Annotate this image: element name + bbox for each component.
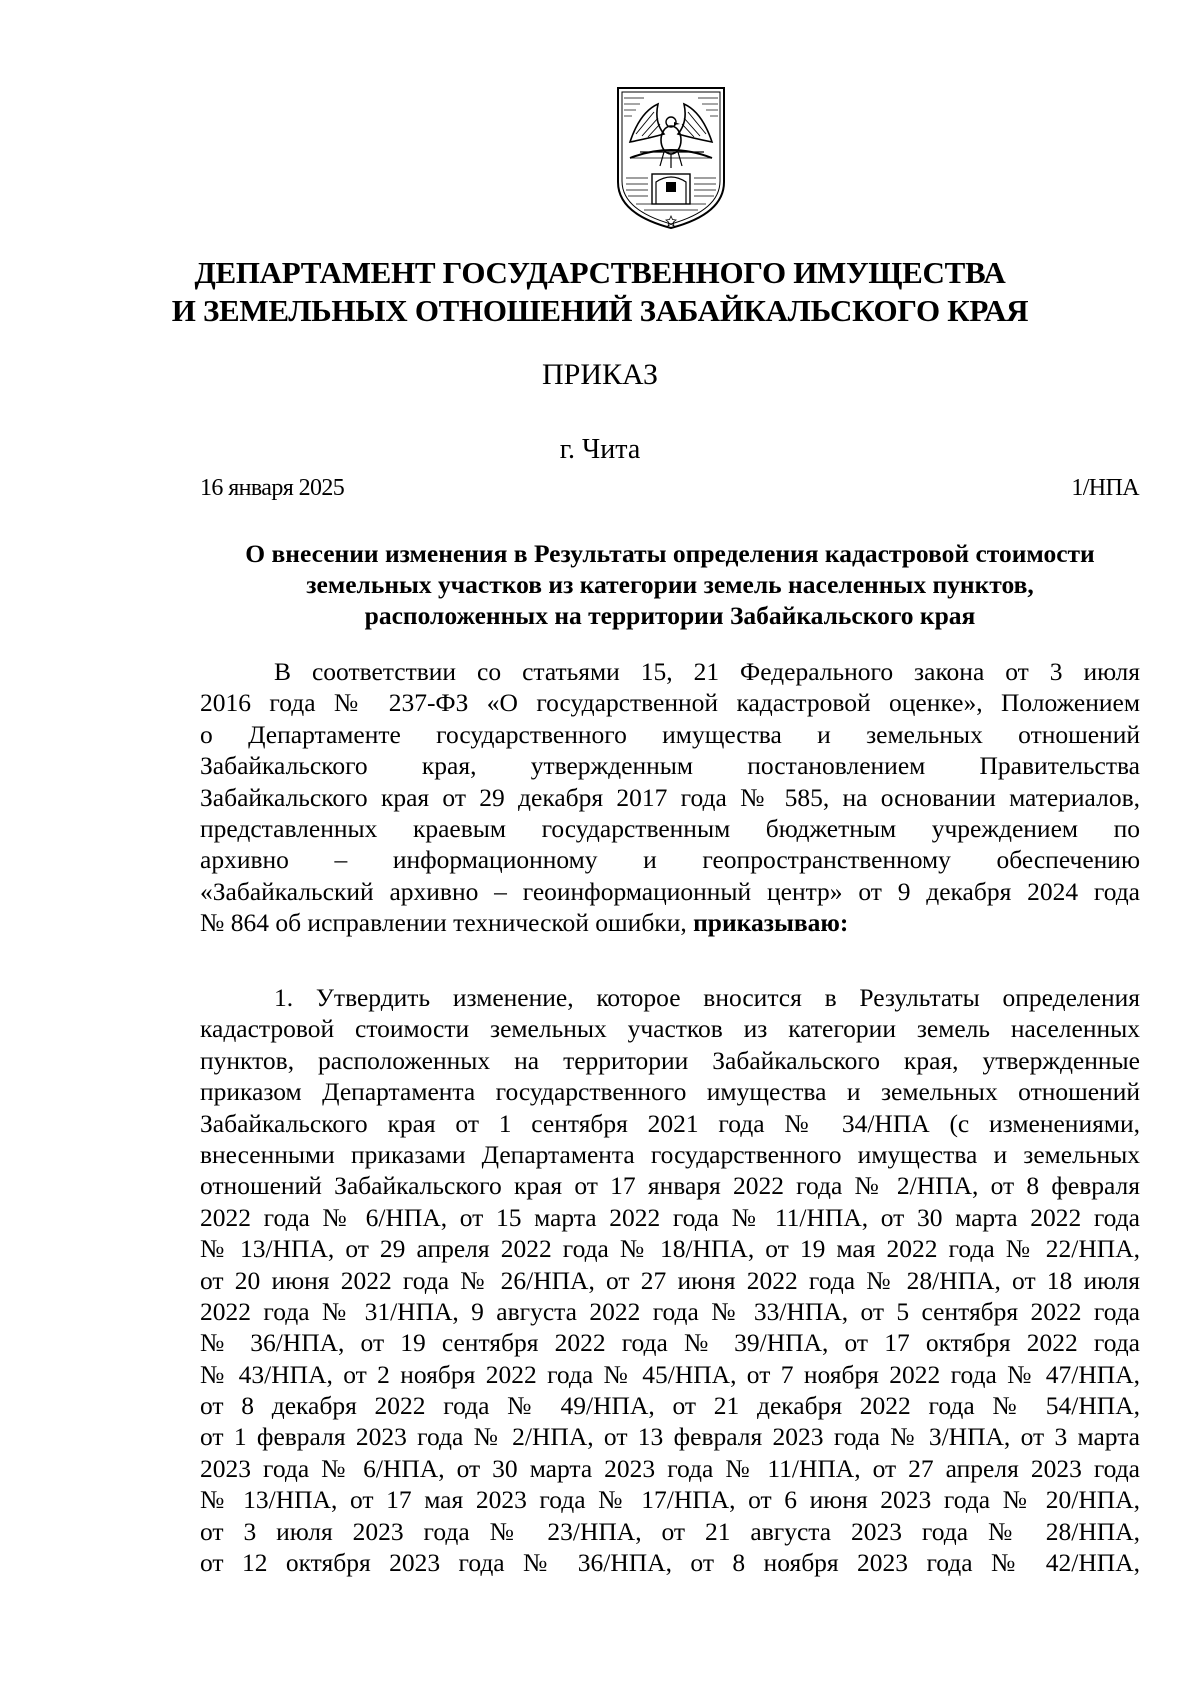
- order-word: приказываю:: [693, 908, 849, 938]
- document-subject: [200, 538, 1140, 631]
- text-line: внесенными приказами Департамента государственного имущества и земельных: [200, 1139, 1140, 1169]
- text-line: 2016 года № 237-ФЗ «О государственной кадастровой оценке», Положением: [200, 688, 1140, 718]
- document-number: 1/НПА: [1071, 475, 1139, 501]
- item-1-paragraph: [200, 982, 1140, 1578]
- text-line: от 8 декабря 2022 года № 49/НПА, от 21 декабря 2022 года № 54/НПА,: [200, 1391, 1140, 1421]
- subject-line: О внесении изменения в Результаты определения кадастровой стоимости: [245, 539, 1095, 568]
- text-line: приказом Департамента государственного имущества и земельных отношений: [200, 1077, 1140, 1107]
- text-line: Забайкальского края от 29 декабря 2017 года № 585, на основании материалов,: [200, 782, 1140, 812]
- text-line: В соответствии со статьями 15, 21 Федерального закона от 3 июля: [274, 657, 1140, 686]
- text-line: архивно – информационному и геопространственному обеспечению: [200, 845, 1140, 875]
- preamble-last-text: № 864 об исправлении технической ошибки,: [200, 908, 687, 938]
- organization-name-line-2: И ЗЕМЕЛЬНЫХ ОТНОШЕНИЙ ЗАБАЙКАЛЬСКОГО КРАЯ: [171, 293, 1029, 328]
- document-type: ПРИКАЗ: [542, 358, 658, 391]
- text-line: представленных краевым государственным бюджетным учреждением по: [200, 813, 1140, 843]
- text-line: от 3 июля 2023 года № 23/НПА, от 21 августа 2023 года № 28/НПА,: [200, 1516, 1140, 1546]
- text-line: № 36/НПА, от 19 сентября 2022 года № 39/НПА, от 17 октября 2022 года: [200, 1328, 1140, 1358]
- text-line: 2022 года № 6/НПА, от 15 марта 2022 года № 11/НПА, от 30 марта 2022 года: [200, 1202, 1140, 1232]
- text-line: о Департаменте государственного имущества и земельных отношений: [200, 719, 1140, 749]
- city: г. Чита: [559, 434, 641, 465]
- text-line: № 43/НПА, от 2 ноября 2022 года № 45/НПА, от 7 ноября 2022 года № 47/НПА,: [200, 1359, 1140, 1389]
- text-line: 2023 года № 6/НПА, от 30 марта 2023 года № 11/НПА, от 27 апреля 2023 года: [200, 1453, 1140, 1483]
- preamble-paragraph: [200, 656, 1140, 939]
- document-date: 16 января 2025: [200, 475, 345, 501]
- text-line: кадастровой стоимости земельных участков из категории земель населенных: [200, 1014, 1140, 1044]
- text-line: 2022 года № 31/НПА, 9 августа 2022 года № 33/НПА, от 5 сентября 2022 года: [200, 1296, 1140, 1326]
- subject-line: земельных участков из категории земель населенных пунктов,: [306, 570, 1034, 599]
- coat-of-arms-icon: [610, 82, 732, 232]
- text-line: от 20 июня 2022 года № 26/НПА, от 27 июня 2022 года № 28/НПА, от 18 июля: [200, 1265, 1140, 1295]
- text-line: «Забайкальский архивно – геоинформационный центр» от 9 декабря 2024 года: [200, 876, 1140, 906]
- text-line: Забайкальского края от 1 сентября 2021 года № 34/НПА (с изменениями,: [200, 1108, 1140, 1138]
- text-line: от 12 октября 2023 года № 36/НПА, от 8 ноября 2023 года № 42/НПА,: [200, 1548, 1140, 1578]
- text-line: 1. Утвердить изменение, которое вносится в Результаты определения: [274, 983, 1140, 1012]
- text-line: № 13/НПА, от 29 апреля 2022 года № 18/НПА, от 19 мая 2022 года № 22/НПА,: [200, 1234, 1140, 1264]
- text-line: № 13/НПА, от 17 мая 2023 года № 17/НПА, от 6 июня 2023 года № 20/НПА,: [200, 1485, 1140, 1515]
- text-line: от 1 февраля 2023 года № 2/НПА, от 13 февраля 2023 года № 3/НПА, от 3 марта: [200, 1422, 1140, 1452]
- text-line: пунктов, расположенных на территории Забайкальского края, утвержденные: [200, 1045, 1140, 1075]
- text-line: [200, 907, 1140, 938]
- text-line: отношений Забайкальского края от 17 января 2022 года № 2/НПА, от 8 февраля: [200, 1171, 1140, 1201]
- text-line: Забайкальского края, утвержденным постановлением Правительства: [200, 751, 1140, 781]
- subject-line: расположенных на территории Забайкальского края: [364, 601, 976, 630]
- organization-name-line-1: ДЕПАРТАМЕНТ ГОСУДАРСТВЕННОГО ИМУЩЕСТВА: [194, 255, 1006, 290]
